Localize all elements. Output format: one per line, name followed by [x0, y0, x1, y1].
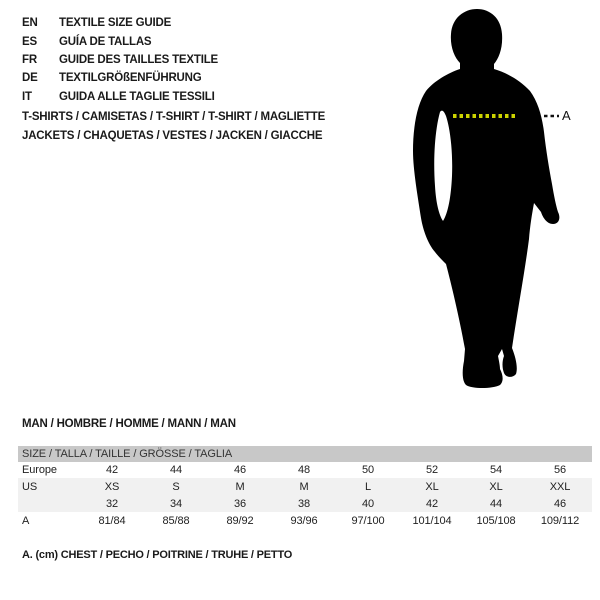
size-value: S [172, 480, 180, 493]
size-value: 85/88 [162, 514, 190, 527]
size-value: 34 [169, 497, 183, 510]
size-value: 97/100 [351, 514, 385, 527]
size-value: 44 [169, 464, 183, 476]
size-value: 56 [553, 464, 567, 476]
row-label: A [22, 514, 30, 527]
language-row-es [22, 32, 218, 50]
language-label: TEXTILGRÖßENFÜHRUNG [59, 72, 202, 85]
size-value: M [299, 480, 309, 493]
size-value: 40 [361, 497, 375, 510]
man-silhouette-svg [402, 8, 577, 398]
size-value: 101/104 [412, 514, 452, 527]
table-row-europe [18, 462, 592, 478]
product-line-tshirts: T-SHIRTS / CAMISETAS / T-SHIRT / T-SHIRT / MAGLIETTE [22, 111, 326, 123]
language-label: GUIDA ALLE TAGLIE TESSILI [59, 90, 215, 103]
table-row-chest-a [18, 512, 592, 529]
language-code: DE [22, 72, 38, 85]
table-row-us-numbers [18, 495, 592, 512]
size-value: 109/112 [540, 514, 580, 527]
section-title-man: MAN / HOMBRE / HOMME / MANN / MAN [22, 418, 236, 430]
language-code: EN [22, 17, 38, 30]
size-value: L [364, 480, 372, 493]
language-row-it [22, 88, 218, 106]
footnote-chest-measure: A. (cm) CHEST / PECHO / POITRINE / TRUHE / PETTO [22, 549, 293, 561]
language-row-de [22, 69, 218, 87]
product-line-jackets: JACKETS / CHAQUETAS / VESTES / JACKEN / GIACCHE [22, 129, 323, 142]
language-list [22, 14, 218, 106]
size-value: 105/108 [476, 514, 516, 527]
row-label: US [22, 480, 38, 493]
language-code: IT [22, 90, 32, 103]
size-value: 48 [297, 464, 311, 476]
man-silhouette-figure [402, 8, 577, 398]
size-value: 46 [553, 497, 567, 510]
size-table [18, 446, 592, 529]
size-value: 81/84 [98, 514, 126, 527]
language-label: GUÍA DE TALLAS [59, 35, 152, 48]
table-row-us-letters [18, 478, 592, 495]
size-value: XL [425, 480, 439, 493]
language-code: ES [22, 35, 37, 48]
size-table-header: SIZE / TALLA / TAILLE / GRÖSSE / TAGLIA [18, 446, 592, 462]
language-code: FR [22, 53, 37, 66]
row-label: Europe [22, 464, 57, 476]
language-row-en [22, 14, 218, 32]
size-value: 89/92 [226, 514, 254, 527]
size-value: 52 [425, 464, 439, 476]
size-value: XXL [549, 480, 571, 493]
size-value: 44 [489, 497, 503, 510]
language-label: GUIDE DES TAILLES TEXTILE [59, 53, 218, 66]
size-value: 38 [297, 497, 311, 510]
product-category-lines [22, 108, 325, 145]
size-value: 46 [233, 464, 247, 476]
size-value: 42 [425, 497, 439, 510]
size-value: 42 [105, 464, 119, 476]
size-value: 93/96 [290, 514, 318, 527]
measure-label-a: A [562, 108, 571, 123]
size-value: M [235, 480, 245, 493]
language-label: TEXTILE SIZE GUIDE [59, 17, 172, 30]
size-value: 50 [361, 464, 375, 476]
size-value: XS [104, 480, 120, 493]
man-body-shape [413, 9, 559, 388]
language-row-fr [22, 51, 218, 69]
size-value: 36 [233, 497, 247, 510]
size-value: 54 [489, 464, 503, 476]
size-value: XL [489, 480, 503, 493]
size-value: 32 [105, 497, 119, 510]
